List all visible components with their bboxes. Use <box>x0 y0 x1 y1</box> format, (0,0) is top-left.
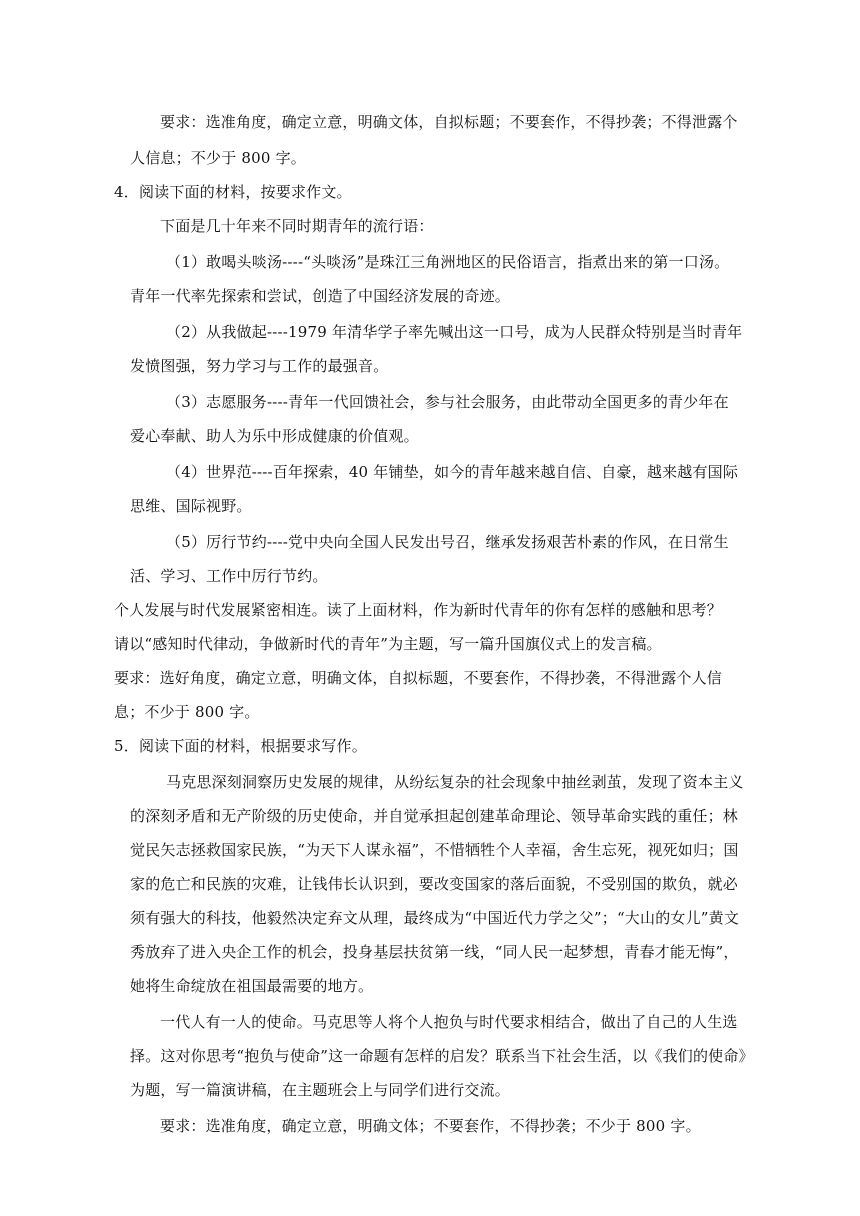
slogan-4-text-cont: 思维、国际视野。 <box>130 497 252 515</box>
material-paragraph-line: 觉民矢志拯救国家民族，“为天下人谋永福”，不惜牺牲个人幸福，舍生忘死，视死如归；国 <box>130 841 739 859</box>
material-paragraph-line: 她将生命绽放在祖国最需要的地方。 <box>130 977 374 995</box>
slogan-2-text: （2）从我做起----1979 年清华学子率先喊出这一口号，成为人民群众特别是当时青年 <box>166 323 743 341</box>
slogan-3-text: （3）志愿服务----青年一代回馈社会，参与社会服务，由此带动全国更多的青少年在 <box>166 393 729 411</box>
slogan-1-text: （1）敢喝头啖汤----“头啖汤”是珠江三角洲地区的民俗语言，指煮出来的第一口汤。 <box>166 253 730 271</box>
material-paragraph-line: 秀放弃了进入央企工作的机会，投身基层扶贫第一线，“同人民一起梦想，青春才能无悔”， <box>130 943 739 961</box>
material-paragraph-line: 马克思深刻洞察历史发展的规律，从纷纭复杂的社会现象中抽丝剥茧，发现了资本主义 <box>166 773 744 791</box>
slogan-5-text-cont: 活、学习、工作中厉行节约。 <box>130 567 328 585</box>
question-4-heading: 4．阅读下面的材料，按要求作文。 <box>114 183 352 201</box>
question-4-prompt: 个人发展与时代发展紧密相连。读了上面材料，作为新时代青年的你有怎样的感触和思考？ <box>114 601 723 619</box>
material-paragraph-line: 须有强大的科技，他毅然决定弃文从理，最终成为“中国近代力学之父”；“大山的女儿”黄文 <box>130 909 740 927</box>
slogan-1-text-cont: 青年一代率先探索和尝试，创造了中国经济发展的奇迹。 <box>130 287 511 305</box>
requirement-text-q5: 要求：选准角度，确定立意，明确文体；不要套作，不得抄袭；不少于 800 字。 <box>160 1117 701 1135</box>
requirement-text-q3-cont: 人信息；不少于 800 字。 <box>130 149 306 167</box>
requirement-text-q4: 要求：选好角度，确定立意，明确文体，自拟标题，不要套作，不得抄袭，不得泄露个人信 <box>114 669 723 687</box>
material-paragraph-line: 家的危亡和民族的灾难，让钱伟长认识到，要改变国家的落后面貌，不受别国的欺负，就必 <box>130 875 739 893</box>
requirement-text-q4-cont: 息；不少于 800 字。 <box>114 703 260 721</box>
question-5-prompt-cont: 择。这对你思考“抱负与使命”这一命题有怎样的启发？联系当下社会生活，以《我们的使命》 <box>130 1047 754 1065</box>
slogan-4-text: （4）世界范----百年探索，40 年铺垫，如今的青年越来越自信、自豪，越来越有国际 <box>166 463 739 481</box>
question-5-prompt: 一代人有一人的使命。马克思等人将个人抱负与时代要求相结合，做出了自己的人生选 <box>160 1013 738 1031</box>
requirement-text-q3: 要求：选准角度，确定立意，明确文体，自拟标题；不要套作，不得抄袭；不得泄露个 <box>160 113 738 131</box>
question-4-prompt-cont: 请以“感知时代律动，争做新时代的青年”为主题，写一篇升国旗仪式上的发言稿。 <box>114 635 662 653</box>
slogan-2-text-cont: 发愤图强，努力学习与工作的最强音。 <box>130 357 389 375</box>
slogan-3-text-cont: 爱心奉献、助人为乐中形成健康的价值观。 <box>130 427 419 445</box>
question-5-heading: 5．阅读下面的材料，根据要求写作。 <box>114 737 367 755</box>
question-5-prompt-cont: 为题，写一篇演讲稿，在主题班会上与同学们进行交流。 <box>130 1081 511 1099</box>
slogan-5-text: （5）厉行节约----党中央向全国人民发出号召，继承发扬艰苦朴素的作风，在日常生 <box>166 533 729 551</box>
material-paragraph-line: 的深刻矛盾和无产阶级的历史使命，并自觉承担起创建革命理论、领导革命实践的重任；林 <box>130 807 739 825</box>
question-4-intro: 下面是几十年来不同时期青年的流行语： <box>160 217 434 235</box>
